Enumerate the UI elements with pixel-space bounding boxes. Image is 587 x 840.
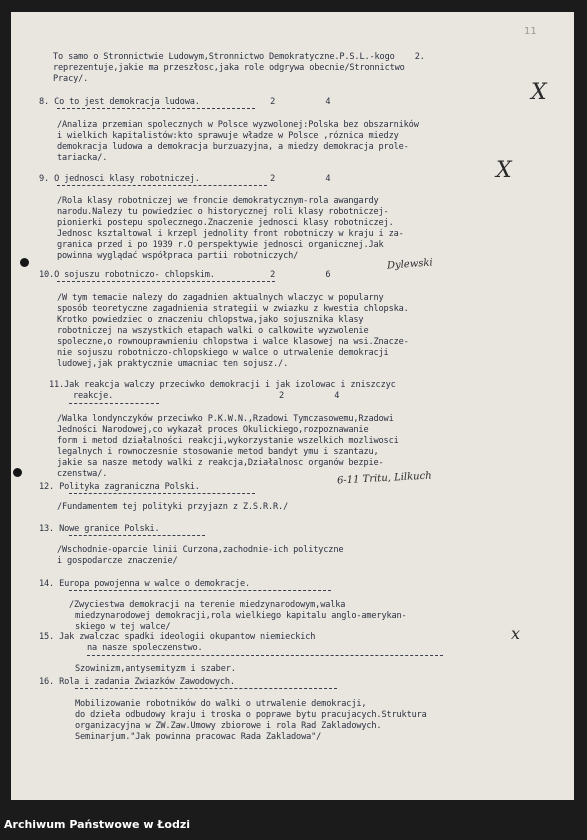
text-line: Krotko powiedziec o znaczeniu chlopstwa,jako sojusznika klasy (57, 315, 364, 325)
punch-hole (13, 468, 22, 477)
section-heading: 16. Rola i zadania Zwiazków Zawodowych. (39, 677, 235, 687)
archive-footer (0, 815, 587, 840)
handwritten-cross-9: X (496, 158, 512, 183)
text-line: miedzynarodowej demokracji,rola wielkiego kapitalu anglo-amerykan- (75, 611, 407, 621)
heading-underline (87, 655, 443, 656)
text-line: Jedności Narodowej,co wykazał proces Okulickiego,rozpoznawanie (57, 425, 369, 435)
text-line: Mobilizowanie robotników do walki o utrwalenie demokracji, (75, 699, 367, 709)
text-line: /Rola klasy robotniczej we froncie demokratycznym-rola awangardy (57, 196, 379, 206)
text-line: sposób teoretyczne zagadnienia strategii w zwiazku z kwestia chlopska. (57, 304, 409, 314)
text-line: organizacyjna w ZW.Zaw.Umowy zbiorowe i rola Rad Zakladowych. (75, 721, 382, 731)
text-line: narodu.Nalezy tu powiedziec o historycznej roli klasy robotniczej- (57, 207, 389, 217)
text-line: skiego w tej walce/ (75, 622, 171, 632)
text-line: form i metod działalności reakcji,wykorzystanie wszelkich mozliwosci (57, 436, 399, 446)
section-heading: 10.O sojuszu robotniczo- chlopskim. 2 6 (39, 270, 331, 280)
text-line: legalnych i rownoczesnie stosowanie metod bandyt ymu i szantazu, (57, 447, 379, 457)
section-heading: 15. Jak zwalczac spadki ideologii okupantow niemieckich (39, 632, 316, 642)
text-line: czenstwa/. (57, 469, 108, 479)
text-line: ludowej,jak praktycznie umacniac ten sojusz./. (57, 359, 289, 369)
text-line: tariacka/. (57, 153, 108, 163)
text-line: /Analiza przemian spolecznych w Polsce wyzwolonej:Polska bez obszarników (57, 120, 419, 130)
heading-underline (57, 108, 255, 109)
section-heading: 9. O jednosci klasy robotniczej. 2 4 (39, 174, 331, 184)
text-line: nie sojuszu robotniczo-chlopskiego w walce o utrwalenie demokracji (57, 348, 389, 358)
handwritten-signature: Dylewski (386, 257, 434, 272)
text-line: /Zwyciestwa demokracji na terenie miedzynarodowym,walka (69, 600, 346, 610)
section-heading: 14. Europa powojenna w walce o demokracje. (39, 579, 251, 589)
heading-underline (57, 281, 275, 282)
text-line: To samo o Stronnictwie Ludowym,Stronnictwo Demokratyczne.P.S.L.-kogo 2. (53, 52, 425, 62)
text-line: spoleczne,o rownouprawnieniu chlopstwa i walce klasowej na wsi.Znacze- (57, 337, 409, 347)
text-line: jakie sa nasze metody walki z reakcja,Działalnosc organów bezpie- (57, 458, 384, 468)
text-line: /Walka londynczyków przeciwko P.K.W.N.,Rzadowi Tymczasowemu,Rzadowi (57, 414, 394, 424)
text-line: granica przed i po 1939 r.O perspektywie jednosci organicznej.Jak (57, 240, 384, 250)
text-line: Seminarjum."Jak powinna pracowac Rada Zakladowa"/ (75, 732, 322, 742)
section-heading: 11.Jak reakcja walczy przeciwko demokracji i jak izolowac i zniszczyc (49, 380, 396, 390)
text-line: /Wschodnie-oparcie linii Curzona,zachodnie-ich polityczne (57, 545, 344, 555)
text-line: robotniczej na wszystkich etapach walki o calkowite wyzwolenie (57, 326, 369, 336)
heading-underline (69, 590, 331, 591)
document-page (11, 12, 574, 800)
handwritten-tick-15: x (511, 624, 521, 643)
punch-hole (20, 258, 29, 267)
text-line: i wielkich kapitalistów:kto sprawuje władze w Polsce ,róznica miedzy (57, 131, 399, 141)
text-line: pionierki postepu spolecznego.Znaczenie jednosci klasy robotniczej. (57, 218, 394, 228)
text-line: powinna wyglądać współpraca partii robotniczych/ (57, 251, 299, 261)
handwritten-note: 6-11 Tritu, Lilkuch (336, 470, 432, 487)
text-line: /Fundamentem tej polityki przyjazn z Z.S.R.R./ (57, 502, 289, 512)
section-heading: 12. Polityka zagraniczna Polski. (39, 482, 200, 492)
text-line: i gospodarcze znaczenie/ (57, 556, 178, 566)
heading-underline (69, 403, 159, 404)
section-heading: Szowinizm,antysemityzm i szaber. (75, 664, 236, 674)
handwritten-cross-8: X (531, 80, 547, 105)
section-heading: 8. Co to jest demokracja ludowa. 2 4 (39, 97, 331, 107)
pencil-page-number: 11 (524, 26, 537, 37)
heading-underline (57, 185, 267, 186)
section-heading: reakcje. 2 4 (73, 391, 340, 401)
heading-underline (75, 688, 337, 689)
section-heading: 13. Nowe granice Polski. (39, 524, 160, 534)
text-line: /W tym temacie nalezy do zagadnien aktualnych wlaczyc w popularny (57, 293, 384, 303)
text-line: reprezentuje,jakie ma przeszłosc,jaka role odgrywa obecnie/Stronnictwo (53, 63, 405, 73)
section-heading: na nasze spoleczenstwo. (87, 643, 203, 653)
heading-underline (69, 493, 255, 494)
text-line: Pracy/. (53, 74, 89, 84)
heading-underline (69, 535, 205, 536)
archive-label: Archiwum Państwowe w Łodzi (4, 818, 191, 831)
text-line: do dzieła odbudowy kraju i troska o poprawe bytu pracujacych.Struktura (75, 710, 427, 720)
text-line: demokracja ludowa a demokracja burzuazyjna, a miedzy demokracja prole- (57, 142, 409, 152)
text-line: Jednosc ksztaltowal i krzepl jednolity front robotniczy w kraju i za- (57, 229, 404, 239)
